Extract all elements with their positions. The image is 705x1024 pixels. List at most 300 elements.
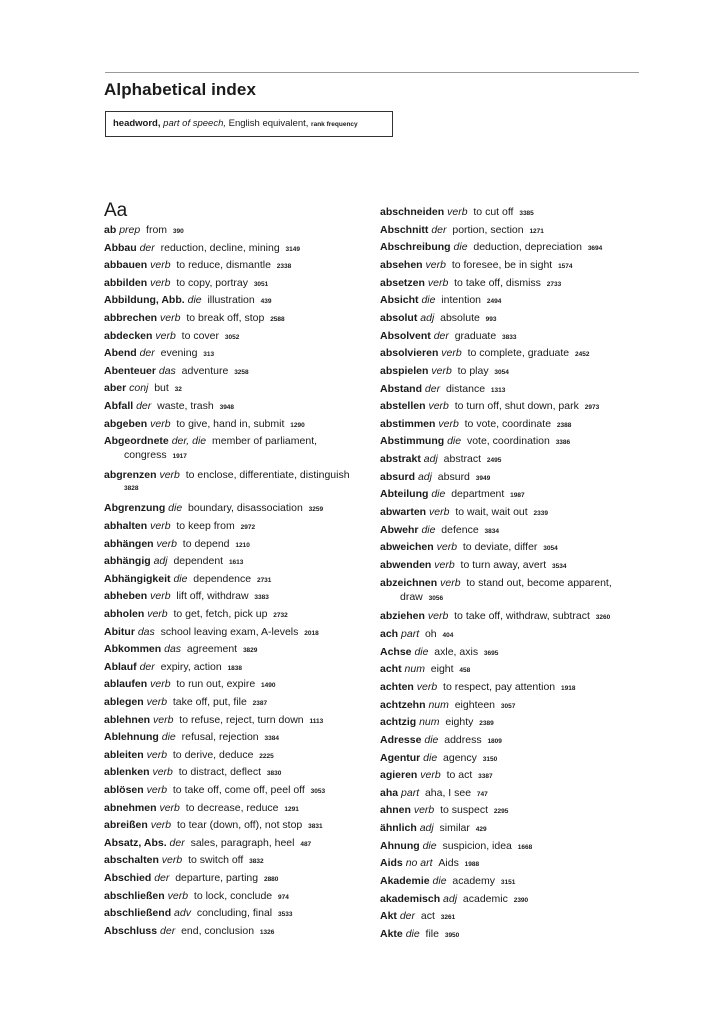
entry-part-of-speech: adv <box>174 907 191 920</box>
legend-box <box>105 111 393 137</box>
entry-rank: 404 <box>442 631 454 639</box>
entry-headword: ach <box>380 627 399 640</box>
index-entry <box>104 381 182 397</box>
entry-part-of-speech: verb <box>146 784 168 796</box>
entry-english: boundary, disassociation <box>188 502 303 515</box>
entry-headword: ähnlich <box>380 822 417 835</box>
entry-part-of-speech: verb <box>420 769 441 782</box>
entry-part-of-speech: verb <box>425 258 446 271</box>
index-entry <box>104 853 264 869</box>
index-entry <box>104 695 267 711</box>
index-entry <box>380 874 515 890</box>
entry-headword: Akademie <box>380 875 430 888</box>
entry-rank: 1613 <box>228 559 244 567</box>
entry-headword: Abschied <box>104 872 152 884</box>
index-entry <box>104 293 271 309</box>
entry-part-of-speech: part <box>401 786 420 799</box>
index-entry <box>380 909 455 925</box>
entry-english: portion, section <box>452 223 524 236</box>
entry-part-of-speech: adj <box>417 470 432 483</box>
entry-rank: 439 <box>260 298 272 306</box>
entry-part-of-speech: der <box>136 400 152 412</box>
entry-rank: 1271 <box>529 227 544 235</box>
entry-headword: abschließend <box>104 907 172 920</box>
index-entry <box>380 223 544 239</box>
entry-headword: abstimmen <box>380 417 436 430</box>
entry-english: agreement <box>186 643 238 656</box>
index-entry <box>104 818 323 834</box>
entry-rank: 747 <box>476 790 488 798</box>
entry-headword: absolut <box>380 311 418 324</box>
index-entry <box>380 821 487 837</box>
index-entry <box>380 399 599 415</box>
entry-headword: abweichen <box>380 541 434 554</box>
entry-part-of-speech: die <box>421 294 436 307</box>
entry-rank: 3056 <box>428 594 444 602</box>
index-entry <box>380 576 612 606</box>
entry-headword: abhalten <box>104 520 148 532</box>
index-entry <box>104 660 242 676</box>
entry-part-of-speech: verb <box>436 541 458 554</box>
index-entry <box>380 609 610 625</box>
entry-rank: 1490 <box>261 682 276 690</box>
entry-headword: abbilden <box>104 276 148 289</box>
entry-rank: 2731 <box>256 576 272 584</box>
entry-part-of-speech: die <box>432 875 447 888</box>
entry-part-of-speech: num <box>404 663 425 676</box>
index-entry <box>380 417 571 433</box>
entry-english: oh <box>424 627 437 640</box>
entry-headword: abhängig <box>104 555 151 568</box>
entry-english: sales, paragraph, heel <box>190 836 295 849</box>
entry-rank: 1574 <box>558 262 573 270</box>
entry-headword: Abbau <box>104 241 137 254</box>
entry-rank: 3948 <box>219 404 235 411</box>
entry-part-of-speech: die <box>161 731 176 744</box>
entry-english: act <box>420 910 435 923</box>
index-entry <box>380 662 470 678</box>
entry-headword: abhängen <box>104 537 154 550</box>
entry-part-of-speech: verb <box>428 400 449 413</box>
entry-english: to keep from <box>176 520 235 532</box>
index-entry <box>380 627 453 643</box>
entry-english: end, conclusion <box>181 924 255 937</box>
entry-part-of-speech: adj <box>420 311 435 324</box>
entry-headword: abbauen <box>104 259 148 272</box>
index-entry <box>104 889 289 905</box>
index-entry <box>380 645 498 661</box>
index-entry <box>104 537 250 553</box>
entry-english: to act <box>446 769 473 782</box>
entry-english: dependent <box>173 555 224 568</box>
entry-english: expiry, action <box>160 660 222 673</box>
entry-english-cont: draw <box>400 590 423 603</box>
index-entry <box>104 871 278 887</box>
entry-rank: 1313 <box>490 386 506 394</box>
index-entry <box>104 924 274 940</box>
entry-english: graduate <box>454 329 497 342</box>
entry-english: defence <box>441 523 479 536</box>
entry-english: academy <box>452 875 495 888</box>
entry-headword: absurd <box>380 470 416 483</box>
entry-english: from <box>146 224 168 236</box>
entry-part-of-speech: verb <box>161 854 183 867</box>
entry-part-of-speech: verb <box>152 766 173 779</box>
entry-english: school leaving exam, A-levels <box>160 625 299 638</box>
entry-rank: 1113 <box>309 717 324 725</box>
entry-english: reduction, decline, mining <box>160 241 280 254</box>
index-entry <box>380 434 570 450</box>
entry-headword: ahnen <box>380 804 411 817</box>
entry-rank: 1988 <box>464 861 480 869</box>
entry-rank: 1326 <box>259 928 275 936</box>
index-entry <box>104 399 234 415</box>
entry-rank: 3052 <box>224 333 240 341</box>
index-entry <box>380 558 566 574</box>
index-entry <box>380 487 525 503</box>
entry-rank: 1210 <box>235 541 250 549</box>
entry-english: to get, fetch, pick up <box>173 608 268 620</box>
index-entry <box>104 501 323 517</box>
entry-rank: 3832 <box>249 858 264 866</box>
entry-part-of-speech: verb <box>438 417 459 430</box>
entry-headword: Aids <box>380 857 403 870</box>
entry-english: to cover <box>181 329 220 342</box>
entry-headword: Absatz, Abs. <box>104 836 167 849</box>
entry-english: to turn off, shut down, park <box>454 400 579 413</box>
entry-english: waste, trash <box>157 400 214 412</box>
entry-part-of-speech: das <box>137 625 155 638</box>
entry-headword: Ablehnung <box>104 731 159 744</box>
entry-headword: Akte <box>380 928 403 940</box>
entry-english: suspicion, idea <box>442 839 512 852</box>
entry-english: to cut off <box>473 206 514 218</box>
entry-part-of-speech: verb <box>156 537 177 550</box>
index-entry <box>380 382 505 398</box>
entry-english: to respect, pay attention <box>443 680 556 693</box>
entry-headword: ab <box>104 224 117 236</box>
entry-part-of-speech: verb <box>150 590 171 603</box>
entry-rank: 3149 <box>285 245 301 253</box>
entry-headword: absetzen <box>380 276 425 289</box>
entry-rank: 2388 <box>556 421 572 429</box>
index-entry <box>104 329 239 345</box>
entry-part-of-speech: die <box>422 839 437 852</box>
entry-headword: abstrakt <box>380 453 421 466</box>
entry-headword: abschließen <box>104 889 165 902</box>
index-entry <box>380 452 501 468</box>
entry-headword: Abbildung, Abb. <box>104 294 185 307</box>
entry-headword: ablenken <box>104 766 150 779</box>
entry-english: to lock, conclude <box>193 889 273 902</box>
entry-rank: 32 <box>174 386 182 394</box>
index-entry <box>380 680 575 696</box>
entry-part-of-speech: der <box>139 241 155 254</box>
index-entry <box>380 927 459 943</box>
entry-english: to vote, coordinate <box>464 417 552 430</box>
entry-english: to enclose, differentiate, distinguish <box>185 468 350 481</box>
entry-headword: abstellen <box>380 400 426 413</box>
entry-headword: absehen <box>380 258 423 271</box>
entry-rank: 2973 <box>584 404 600 412</box>
entry-rank: 2390 <box>513 896 529 904</box>
entry-headword: achten <box>380 680 414 693</box>
entry-english: similar <box>439 822 470 835</box>
entry-english: lift off, withdraw <box>176 590 249 603</box>
entry-headword: abwarten <box>380 506 427 519</box>
index-entry <box>380 346 589 362</box>
index-entry <box>104 364 249 380</box>
entry-part-of-speech: verb <box>147 608 168 620</box>
entry-english: distance <box>445 382 486 395</box>
index-entry <box>380 276 561 292</box>
index-entry <box>104 730 279 746</box>
entry-part-of-speech: conj <box>129 382 149 395</box>
entry-rank: 974 <box>277 893 289 901</box>
index-entry <box>380 715 494 731</box>
entry-rank: 1291 <box>284 805 299 813</box>
index-entry <box>104 258 291 274</box>
entry-english: absolute <box>440 311 480 324</box>
entry-rank: 429 <box>475 826 487 834</box>
entry-headword: ablehnen <box>104 713 151 726</box>
entry-english: file <box>425 928 439 940</box>
entry-headword: abschalten <box>104 854 159 867</box>
entry-rank: 3385 <box>519 210 534 217</box>
entry-headword: aha <box>380 786 399 799</box>
entry-rank: 3051 <box>253 280 269 288</box>
entry-rank: 3384 <box>264 735 279 743</box>
entry-part-of-speech: verb <box>427 276 449 289</box>
entry-headword: abwenden <box>380 559 432 571</box>
index-entry <box>104 748 274 764</box>
entry-headword: abnehmen <box>104 801 157 814</box>
entry-rank: 1668 <box>517 843 533 851</box>
entry-english: eight <box>430 663 454 676</box>
entry-rank: 2732 <box>273 612 288 619</box>
entry-headword: Abschnitt <box>380 223 429 236</box>
entry-english: departure, parting <box>175 872 259 884</box>
entry-rank: 2495 <box>486 457 502 465</box>
entry-part-of-speech: die <box>405 928 420 940</box>
entry-part-of-speech: verb <box>155 329 176 342</box>
entry-part-of-speech: die <box>424 733 439 746</box>
entry-rank: 3057 <box>500 702 516 710</box>
entry-headword: abdecken <box>104 329 153 342</box>
entry-headword: abschneiden <box>380 206 445 218</box>
entry-rank: 390 <box>172 228 184 235</box>
entry-rank: 2494 <box>486 298 502 306</box>
entry-part-of-speech: verb <box>146 748 168 761</box>
entry-rank: 2018 <box>304 629 319 637</box>
entry-headword: agieren <box>380 769 418 782</box>
entry-part-of-speech: verb <box>413 804 435 817</box>
entry-rank: 1809 <box>487 737 502 745</box>
entry-english: address <box>444 733 482 746</box>
index-entry <box>380 698 515 714</box>
entry-headword: abbrechen <box>104 312 158 324</box>
index-entry <box>380 470 490 486</box>
entry-english: take off, put, file <box>172 696 247 708</box>
entry-rank: 1987 <box>510 492 525 500</box>
entry-rank: 1290 <box>290 421 305 429</box>
index-entry <box>104 468 350 496</box>
index-entry <box>104 554 243 570</box>
index-entry <box>380 205 534 221</box>
entry-headword: abspielen <box>380 364 429 377</box>
index-entry <box>380 768 493 784</box>
index-entry <box>104 346 214 362</box>
entry-rank: 2389 <box>479 720 494 728</box>
entry-part-of-speech: verb <box>150 678 171 691</box>
entry-english-cont: congress <box>124 449 167 462</box>
entry-headword: Ablauf <box>104 660 137 673</box>
entry-headword: Abwehr <box>380 523 419 536</box>
entry-english: to complete, graduate <box>467 347 570 360</box>
entry-english: to foresee, be in sight <box>451 258 553 271</box>
entry-rank: 2295 <box>493 808 509 816</box>
entry-headword: ablegen <box>104 696 144 708</box>
entry-rank: 3828 <box>124 484 139 492</box>
entry-english: deduction, depreciation <box>473 241 582 254</box>
entry-headword: abheben <box>104 590 148 603</box>
entry-part-of-speech: das <box>158 364 176 377</box>
entry-headword: achtzehn <box>380 698 426 711</box>
entry-rank: 3950 <box>444 932 460 939</box>
entry-rank: 3534 <box>552 563 567 570</box>
entry-headword: Abschreibung <box>380 241 451 254</box>
entry-headword: Abhängigkeit <box>104 572 171 585</box>
entry-part-of-speech: der <box>424 382 441 395</box>
entry-part-of-speech: verb <box>150 276 171 289</box>
index-entry <box>104 836 311 852</box>
entry-rank: 2588 <box>270 316 285 323</box>
index-entry <box>104 677 276 693</box>
entry-part-of-speech: die <box>431 488 446 501</box>
entry-continuation <box>380 590 612 606</box>
entry-headword: Abschluss <box>104 924 158 937</box>
entry-part-of-speech: die <box>414 645 429 658</box>
entry-english: to run out, expire <box>176 678 256 691</box>
entry-headword: Abgeordnete <box>104 435 169 448</box>
entry-headword: Abenteuer <box>104 364 156 377</box>
entry-rank: 3694 <box>587 245 603 253</box>
entry-rank: 3151 <box>500 879 516 887</box>
index-entry <box>104 589 269 605</box>
entry-part-of-speech: die <box>421 523 436 536</box>
entry-rank: 2225 <box>259 752 274 760</box>
entry-headword: Abend <box>104 347 137 360</box>
entry-part-of-speech: verb <box>434 559 455 571</box>
entry-part-of-speech: verb <box>150 819 172 832</box>
index-entry <box>104 713 323 729</box>
entry-part-of-speech: der, die <box>171 435 207 448</box>
index-entry <box>380 733 502 749</box>
entry-rank: 3830 <box>266 770 282 778</box>
entry-english: to derive, deduce <box>172 748 254 761</box>
entry-part-of-speech: num <box>428 698 449 711</box>
entry-rank: 3259 <box>308 506 324 514</box>
section-letter: Aa <box>104 200 128 221</box>
entry-rank: 1838 <box>227 664 243 672</box>
entry-part-of-speech: die <box>187 294 202 307</box>
index-entry <box>380 803 508 819</box>
entry-english: to take off, dismiss <box>454 276 541 289</box>
entry-part-of-speech: verb <box>150 520 171 532</box>
entry-rank: 1917 <box>172 453 187 461</box>
entry-rank: 313 <box>203 351 215 359</box>
entry-headword: abziehen <box>380 610 425 623</box>
entry-headword: Adresse <box>380 733 422 746</box>
entry-rank: 2733 <box>546 280 562 288</box>
index-entry <box>104 223 184 239</box>
entry-english: intention <box>441 294 481 307</box>
entry-rank: 3695 <box>483 649 499 657</box>
entry-english: axle, axis <box>434 645 479 658</box>
entry-headword: Abfall <box>104 400 134 412</box>
entry-part-of-speech: verb <box>159 801 180 814</box>
entry-english: to tear (down, off), not stop <box>176 819 303 832</box>
index-entry <box>380 258 573 274</box>
index-entry <box>380 311 497 327</box>
entry-part-of-speech: adj <box>419 822 434 835</box>
entry-rank: 458 <box>459 667 471 675</box>
entry-rank: 3054 <box>543 545 558 553</box>
entry-english: to break off, stop <box>186 312 265 324</box>
entry-part-of-speech: verb <box>427 610 449 623</box>
entry-part-of-speech: adj <box>423 453 438 466</box>
entry-part-of-speech: der <box>433 329 449 342</box>
entry-english: to reduce, dismantle <box>176 259 271 272</box>
entry-headword: Achse <box>380 645 412 658</box>
entry-headword: Abstimmung <box>380 435 445 448</box>
index-entry <box>104 417 305 433</box>
entry-part-of-speech: verb <box>160 312 181 324</box>
entry-part-of-speech: der <box>431 223 447 236</box>
entry-part-of-speech: verb <box>159 468 180 481</box>
index-entry <box>380 751 497 767</box>
entry-english: adventure <box>181 364 229 377</box>
entry-headword: Abkommen <box>104 643 162 656</box>
entry-headword: Agentur <box>380 751 421 764</box>
legend-headword: headword, <box>113 118 161 129</box>
entry-headword: abreißen <box>104 819 148 832</box>
entry-english: to decrease, reduce <box>185 801 279 814</box>
entry-part-of-speech: part <box>401 627 420 640</box>
entry-english: to deviate, differ <box>462 541 538 554</box>
entry-headword: absolvieren <box>380 347 439 360</box>
entry-rank: 3261 <box>440 914 456 922</box>
entry-english: eighty <box>445 716 474 729</box>
entry-headword: Abitur <box>104 625 135 638</box>
index-entry <box>104 801 299 817</box>
entry-english: to stand out, become apparent, <box>466 576 612 589</box>
entry-english: to depend <box>182 537 230 550</box>
index-entry <box>104 625 319 641</box>
entry-english: absurd <box>437 470 470 483</box>
index-entry <box>380 523 499 539</box>
entry-headword: aber <box>104 382 127 395</box>
index-entry <box>380 505 548 521</box>
page-title: Alphabetical index <box>104 80 257 99</box>
entry-headword: achtzig <box>380 716 417 729</box>
entry-english: illustration <box>207 294 255 307</box>
entry-part-of-speech: verb <box>440 576 461 589</box>
entry-headword: ableiten <box>104 748 144 761</box>
index-entry <box>380 364 509 380</box>
entry-english: to switch off <box>188 854 244 867</box>
entry-english: member of parliament, <box>211 435 318 448</box>
